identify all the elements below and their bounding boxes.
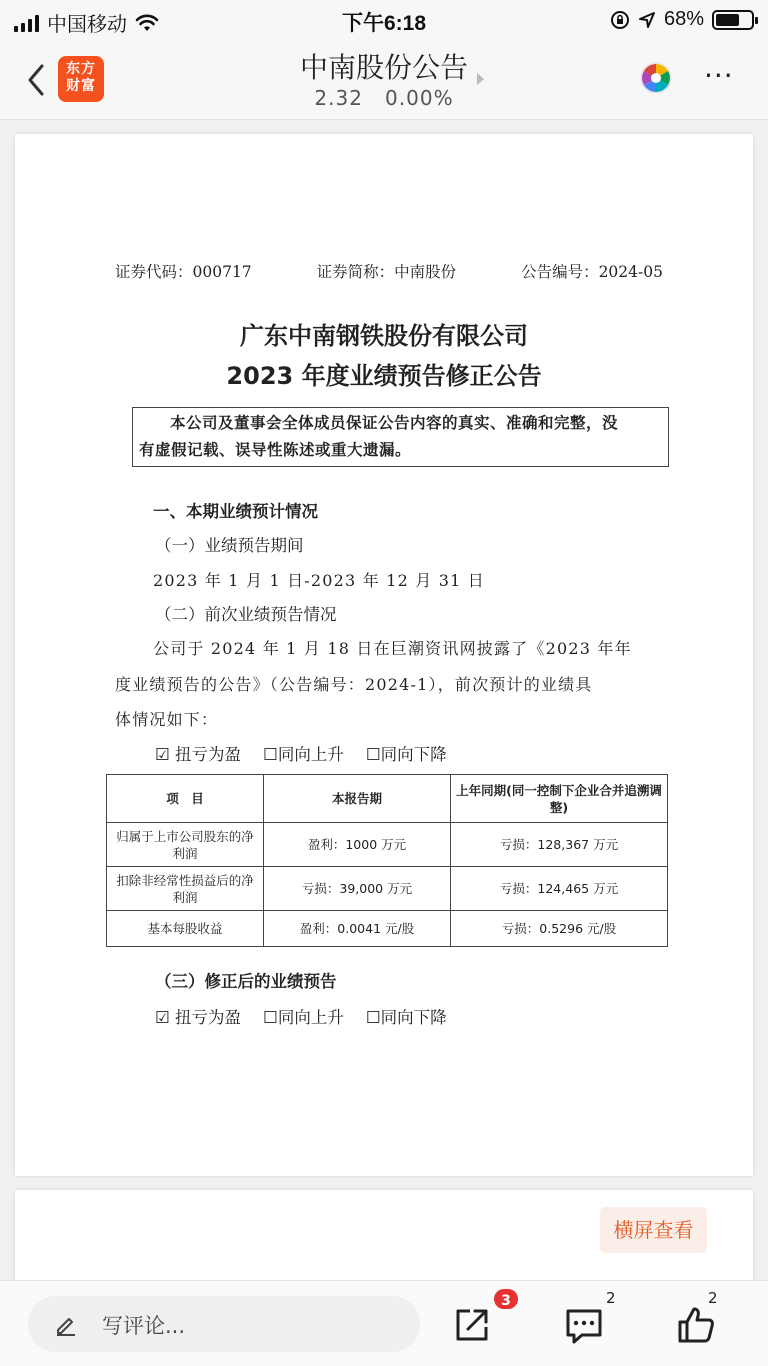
column-header: 项 目 <box>107 775 264 823</box>
subheading-previous: （二）前次业绩预告情况 <box>155 605 337 624</box>
disclaimer-line-2: 有虚假记载、误导性陈述或重大遗漏。 <box>139 441 412 459</box>
comment-input[interactable] <box>28 1296 420 1352</box>
section-heading-1: 一、本期业绩预计情况 <box>153 502 318 521</box>
battery-icon <box>712 10 754 30</box>
rotation-lock-icon <box>610 10 630 30</box>
page-title[interactable]: 中南股份公告 <box>299 51 468 84</box>
paragraph-line: 体情况如下： <box>115 710 219 729</box>
clock: 下午6:18 <box>341 12 427 35</box>
landscape-view-button[interactable]: 横屏查看 <box>600 1207 707 1253</box>
comment-icon[interactable] <box>564 1305 604 1345</box>
location-arrow-icon <box>638 11 656 29</box>
forecast-period: 2023 年 1 月 1 日-2023 年 12 月 31 日 <box>153 571 485 590</box>
comment-count: 2 <box>606 1289 616 1307</box>
subheading-revised: （三）修正后的业绩预告 <box>155 972 337 991</box>
table-cell: 归属于上市公司股东的净利润 <box>107 823 264 867</box>
announcement-document[interactable] <box>15 134 753 1176</box>
disclaimer-box <box>132 407 669 467</box>
revised-type-checks <box>155 1004 447 1028</box>
paragraph-line: 度业绩预告的公告》（公告编号：2024-1），前次预计的业绩具 <box>115 675 593 694</box>
checkbox-increase: ☐同向上升 <box>263 745 344 764</box>
table-cell: 盈利：0.0041 元/股 <box>264 911 451 947</box>
document-meta <box>115 260 663 282</box>
table-cell: 基本每股收益 <box>107 911 264 947</box>
title-expand-icon[interactable] <box>477 73 484 85</box>
aperture-icon[interactable] <box>640 62 672 94</box>
table-cell: 亏损：124,465 万元 <box>451 867 668 911</box>
security-short-name: 证券简称：中南股份 <box>316 263 457 281</box>
table-cell: 扣除非经常性损益后的净利润 <box>107 867 264 911</box>
share-badge: 3 <box>492 1287 520 1311</box>
comment-placeholder: 写评论... <box>102 1314 186 1338</box>
carrier-label: 中国移动 <box>47 14 127 36</box>
bottom-action-bar <box>0 1280 768 1366</box>
announcement-title: 2023 年度业绩预告修正公告 <box>226 362 542 390</box>
share-icon[interactable] <box>452 1305 492 1345</box>
checkbox-decrease: ☐同向下降 <box>365 1008 447 1027</box>
forecast-type-checks <box>155 741 447 765</box>
status-bar <box>0 0 768 40</box>
checkbox-decrease: ☐同向下降 <box>365 745 447 764</box>
paragraph-line: 公司于 2024 年 1 月 18 日在巨潮资讯网披露了《2023 年年 <box>153 639 632 658</box>
checkbox-increase: ☐同向上升 <box>263 1008 344 1027</box>
column-header: 上年同期(同一控制下企业合并追溯调整) <box>451 775 668 823</box>
table-row <box>107 823 668 867</box>
disclaimer-line-1: 本公司及董事会全体成员保证公告内容的真实、准确和完整，没 <box>170 414 619 432</box>
table-header-row <box>107 775 668 823</box>
stock-price: 2.32 <box>314 86 363 110</box>
security-code: 证券代码：000717 <box>115 263 252 281</box>
checkbox-turn-profit: ☑ 扭亏为盈 <box>155 1008 242 1027</box>
nav-header <box>0 40 768 120</box>
subheading-period: （一）业绩预告期间 <box>155 536 304 555</box>
eastmoney-logo: 东方 财富 <box>58 56 104 102</box>
checkbox-turn-profit: ☑ 扭亏为盈 <box>155 745 242 764</box>
table-row <box>107 911 668 947</box>
pen-icon <box>54 1312 78 1336</box>
table-row <box>107 867 668 911</box>
battery-percent: 68% <box>663 8 704 30</box>
company-title: 广东中南钢铁股份有限公司 <box>240 322 528 350</box>
performance-table <box>106 774 668 947</box>
more-options-icon[interactable]: ··· <box>704 59 734 92</box>
notice-number: 公告编号：2024-05 <box>521 263 663 281</box>
table-cell: 亏损：39,000 万元 <box>264 867 451 911</box>
thumbs-up-icon[interactable] <box>676 1305 716 1345</box>
table-cell: 盈利：1000 万元 <box>264 823 451 867</box>
table-cell: 亏损：0.5296 元/股 <box>451 911 668 947</box>
like-count: 2 <box>708 1289 718 1307</box>
stock-change: 0.00% <box>385 86 454 110</box>
column-header: 本报告期 <box>264 775 451 823</box>
table-cell: 亏损：128,367 万元 <box>451 823 668 867</box>
